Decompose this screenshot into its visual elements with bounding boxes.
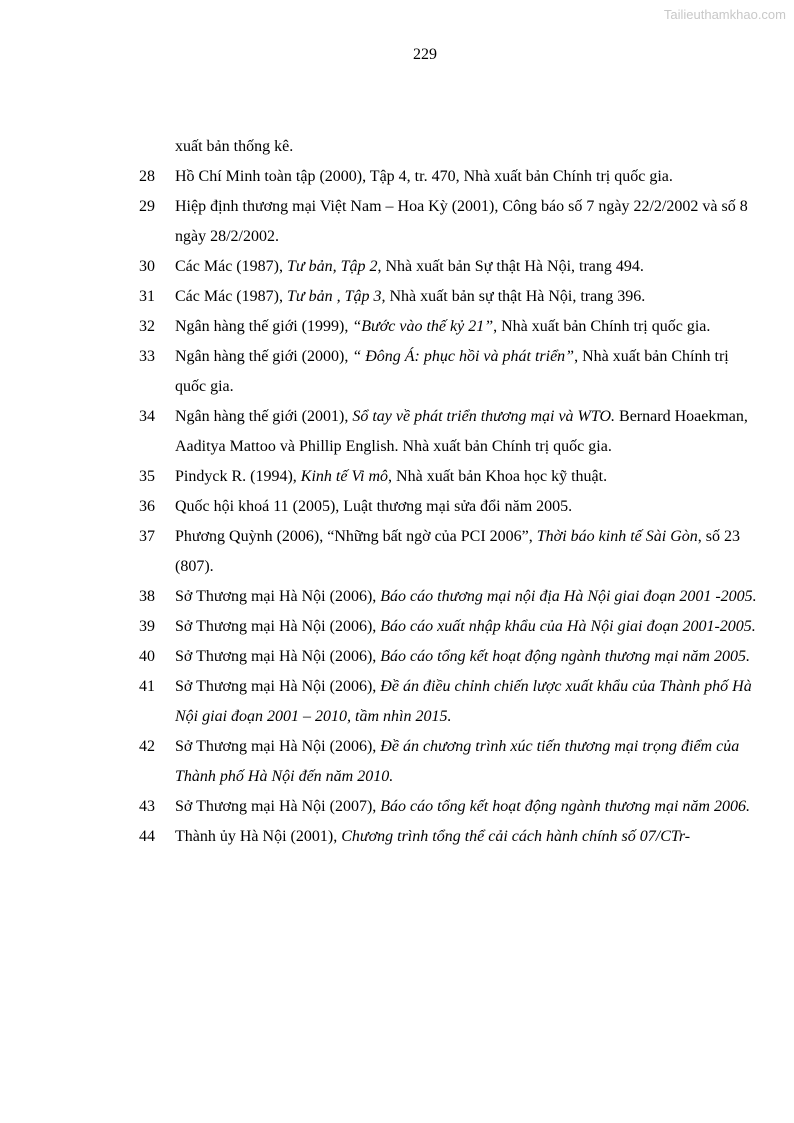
reference-segment: Ngân hàng thế giới (1999),: [175, 318, 353, 335]
reference-title: Thời báo kinh tế Sài Gòn: [536, 528, 698, 545]
reference-text: [175, 612, 759, 642]
reference-number: 40: [139, 648, 155, 665]
reference-segment: , Nhà xuất bản Chính trị quốc gia.: [175, 348, 729, 395]
reference-segment: , Nhà xuất bản Khoa học kỹ thuật.: [388, 468, 608, 485]
reference-text: [175, 312, 759, 342]
reference-item: [139, 282, 759, 312]
reference-segment: Các Mác (1987),: [175, 288, 287, 305]
reference-segment: Thành ủy Hà Nội (2001),: [175, 828, 342, 845]
reference-number: 42: [139, 738, 155, 755]
reference-title: “ Đông Á: phục hồi và phát triển”: [352, 348, 575, 365]
reference-segment: Phương Quỳnh (2006), “Những bất ngờ của PCI 2006”,: [175, 528, 537, 545]
reference-title: “Bước vào thế kỷ 21”: [352, 318, 494, 335]
reference-segment: , số 23 (807).: [175, 528, 740, 575]
reference-item: [139, 612, 759, 642]
reference-segment: Hồ Chí Minh toàn tập (2000), Tập 4, tr. 470, Nhà xuất bản Chính trị quốc gia.: [175, 168, 673, 185]
reference-item: [139, 642, 759, 672]
reference-title: Tư bản, Tập 2: [286, 258, 378, 275]
reference-text: [175, 792, 759, 822]
reference-item: [139, 822, 759, 852]
reference-number: 33: [139, 348, 155, 365]
reference-title: Kinh tế Vi mô: [300, 468, 389, 485]
reference-segment: Hiệp định thương mại Việt Nam – Hoa Kỳ (2001), Công báo số 7 ngày 22/2/2002 và số 8 ngày 28/2/2002.: [175, 198, 748, 245]
continuation-line: xuất bản thống kê.: [175, 138, 294, 155]
reference-number: 38: [139, 588, 155, 605]
reference-title: Báo cáo tổng kết hoạt động ngành thương mại năm 2005.: [380, 648, 750, 665]
reference-segment: Quốc hội khoá 11 (2005), Luật thương mại sửa đổi năm 2005.: [175, 498, 573, 515]
reference-number: 37: [139, 528, 155, 545]
reference-title: Tư bản , Tập 3,: [286, 288, 386, 305]
reference-item: [139, 312, 759, 342]
reference-item: [139, 792, 759, 822]
reference-number: 34: [139, 408, 155, 425]
reference-segment: Sở Thương mại Hà Nội (2006),: [175, 648, 381, 665]
reference-item: [139, 342, 759, 402]
reference-segment: Sở Thương mại Hà Nội (2006),: [175, 738, 381, 755]
reference-text: [175, 282, 759, 312]
reference-item: [139, 402, 759, 462]
reference-number: 39: [139, 618, 155, 635]
reference-item: [139, 492, 759, 522]
reference-item: [139, 732, 759, 792]
watermark: Tailieuthamkhao.com: [663, 7, 786, 22]
reference-text: [175, 462, 759, 492]
reference-text: [175, 192, 759, 252]
reference-number: 29: [139, 198, 155, 215]
reference-segment: , Nhà xuất bản Sự thật Hà Nội, trang 494.: [377, 258, 644, 275]
reference-text: [175, 402, 759, 462]
reference-number: 36: [139, 498, 155, 515]
reference-item: [139, 672, 759, 732]
reference-segment: Bernard Hoaekman, Aaditya Mattoo và Phillip English. Nhà xuất bản Chính trị quốc gia.: [175, 408, 748, 455]
page-number: 229: [413, 46, 437, 63]
reference-item: [139, 162, 759, 192]
reference-segment: Ngân hàng thế giới (2000),: [175, 348, 353, 365]
reference-segment: Sở Thương mại Hà Nội (2006),: [175, 618, 381, 635]
reference-title: Sổ tay về phát triển thương mại và WTO.: [352, 408, 616, 425]
reference-number: 43: [139, 798, 155, 815]
reference-segment: , Nhà xuất bản Chính trị quốc gia.: [493, 318, 711, 335]
reference-text: [175, 522, 759, 582]
reference-title: Đề án điều chỉnh chiến lược xuất khẩu của Thành phố Hà Nội giai đoạn 2001 – 2010, tầm nhìn 2015.: [175, 678, 752, 725]
reference-segment: Sở Thương mại Hà Nội (2006),: [175, 588, 381, 605]
reference-item: [139, 522, 759, 582]
reference-text: [175, 162, 759, 192]
reference-number: 31: [139, 288, 155, 305]
reference-number: 28: [139, 168, 155, 185]
reference-segment: Pindyck R. (1994),: [175, 468, 301, 485]
reference-segment: Sở Thương mại Hà Nội (2006),: [175, 678, 381, 695]
reference-segment: Các Mác (1987),: [175, 258, 287, 275]
reference-number: 41: [139, 678, 155, 695]
reference-number: 30: [139, 258, 155, 275]
reference-text: [175, 492, 759, 522]
reference-item: [139, 252, 759, 282]
reference-number: 44: [139, 828, 155, 845]
reference-title: Báo cáo xuất nhập khẩu của Hà Nội giai đoạn 2001-2005.: [380, 618, 756, 635]
reference-number: 35: [139, 468, 155, 485]
reference-text: [175, 642, 759, 672]
reference-segment: Ngân hàng thế giới (2001),: [175, 408, 353, 425]
reference-title: Đề án chương trình xúc tiến thương mại trọng điểm của Thành phố Hà Nội đến năm 2010.: [175, 738, 740, 785]
reference-title: Báo cáo thương mại nội địa Hà Nội giai đoạn 2001 -2005.: [380, 588, 757, 605]
reference-items: [139, 162, 759, 852]
reference-item: [139, 192, 759, 252]
reference-text: [175, 582, 759, 612]
reference-title: Chương trình tổng thể cải cách hành chính số 07/CTr-: [341, 828, 691, 845]
reference-title: Báo cáo tổng kết hoạt động ngành thương mại năm 2006.: [380, 798, 750, 815]
reference-text: [175, 342, 759, 402]
reference-text: [175, 672, 759, 732]
reference-item: [139, 582, 759, 612]
reference-text: [175, 822, 759, 852]
reference-segment: Sở Thương mại Hà Nội (2007),: [175, 798, 381, 815]
reference-text: [175, 252, 759, 282]
reference-number: 32: [139, 318, 155, 335]
reference-segment: Nhà xuất bản sự thật Hà Nội, trang 396.: [385, 288, 646, 305]
reference-list: [139, 132, 759, 852]
reference-text: [175, 732, 759, 792]
reference-item: [139, 462, 759, 492]
